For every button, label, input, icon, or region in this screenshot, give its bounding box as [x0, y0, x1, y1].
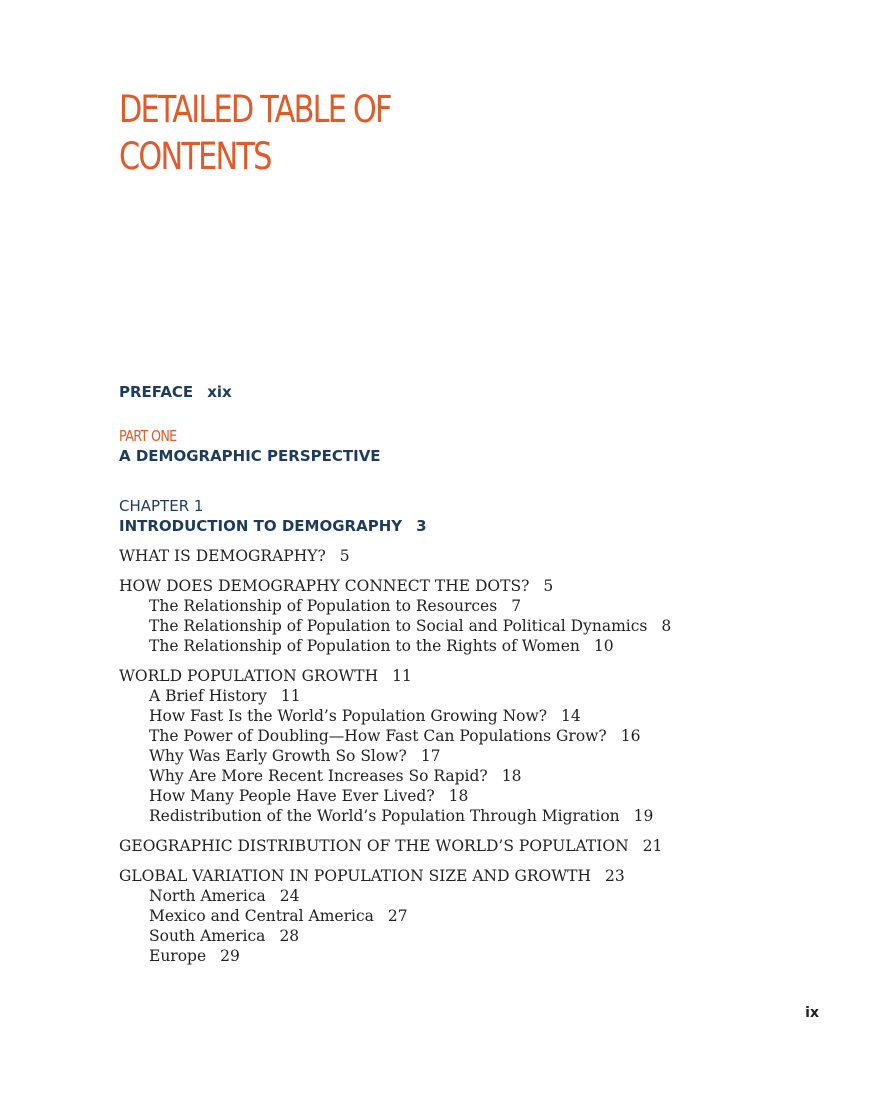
toc-subsection-page: 17	[420, 747, 441, 765]
toc-subsection-page: 11	[280, 687, 301, 705]
toc-subsection-title: South America	[149, 927, 266, 945]
toc-section-page: 23	[605, 867, 625, 885]
toc-section-block	[119, 666, 819, 826]
toc-subsection-entry[interactable]	[119, 616, 819, 636]
toc-subsection-entry[interactable]	[119, 686, 819, 706]
toc-subsection-title: Why Are More Recent Increases So Rapid?	[149, 767, 488, 785]
toc-subsection-page: 18	[448, 787, 469, 805]
part-title[interactable]: A DEMOGRAPHIC PERSPECTIVE	[119, 447, 381, 465]
toc-section-list	[119, 546, 819, 976]
toc-subsection-title: A Brief History	[149, 687, 267, 705]
toc-subsection-title: Mexico and Central America	[149, 907, 374, 925]
toc-section-page: 5	[339, 547, 350, 565]
toc-section-title: GLOBAL VARIATION IN POPULATION SIZE AND GROWTH	[119, 867, 591, 885]
toc-subsection-entry[interactable]	[119, 946, 819, 966]
toc-subsection-page: 19	[633, 807, 654, 825]
toc-section-page: 11	[392, 667, 412, 685]
toc-subsection-title: The Relationship of Population to Resources	[149, 597, 498, 615]
preface-label: PREFACE	[119, 383, 194, 401]
toc-subsection-page: 7	[511, 597, 522, 615]
toc-section-title: WHAT IS DEMOGRAPHY?	[119, 547, 326, 565]
toc-subsection-page: 8	[661, 617, 672, 635]
toc-subsection-entry[interactable]	[119, 886, 819, 906]
preface-page: xix	[207, 383, 232, 401]
title-line-2: CONTENTS	[119, 135, 271, 178]
toc-subsection-entry[interactable]	[119, 766, 819, 786]
toc-subsection-page: 10	[593, 637, 614, 655]
toc-subsection-entry[interactable]	[119, 636, 819, 656]
toc-subsection-page: 29	[220, 947, 240, 965]
toc-subsection-page: 24	[279, 887, 300, 905]
toc-subsection-page: 27	[387, 907, 408, 925]
toc-subsection-entry[interactable]	[119, 596, 819, 616]
toc-subsection-title: How Fast Is the World’s Population Growing Now?	[149, 707, 548, 725]
toc-subsection-title: Europe	[149, 947, 207, 965]
toc-subsection-entry[interactable]	[119, 926, 819, 946]
toc-subsection-entry[interactable]	[119, 746, 819, 766]
toc-section-page: 5	[543, 577, 554, 595]
toc-subsection-title: The Relationship of Population to Social and Political Dynamics	[149, 617, 648, 635]
title-line-1: DETAILED TABLE OF	[119, 88, 391, 131]
toc-section-page: 21	[642, 837, 663, 855]
chapter-title-text: INTRODUCTION TO DEMOGRAPHY	[119, 517, 403, 535]
toc-subsection-page: 28	[279, 927, 300, 945]
toc-section-block	[119, 576, 819, 656]
toc-subsection-entry[interactable]	[119, 726, 819, 746]
toc-subsection-title: Redistribution of the World’s Population Through Migration	[149, 807, 620, 825]
toc-section-entry[interactable]	[119, 666, 819, 686]
toc-section-block	[119, 866, 819, 966]
toc-section-title: WORLD POPULATION GROWTH	[119, 667, 379, 685]
toc-subsection-page: 16	[620, 727, 641, 745]
toc-section-title: HOW DOES DEMOGRAPHY CONNECT THE DOTS?	[119, 577, 530, 595]
toc-section-entry[interactable]	[119, 836, 819, 856]
toc-subsection-title: How Many People Have Ever Lived?	[149, 787, 435, 805]
toc-section-entry[interactable]	[119, 576, 819, 596]
page-title	[119, 86, 391, 180]
chapter-label: CHAPTER 1	[119, 497, 204, 515]
page-number: ix	[805, 1005, 819, 1021]
toc-subsection-title: The Relationship of Population to the Rights of Women	[149, 637, 580, 655]
part-label: PART ONE	[119, 427, 177, 445]
chapter-page: 3	[416, 517, 427, 535]
toc-subsection-title: North America	[149, 887, 266, 905]
toc-section-entry[interactable]	[119, 866, 819, 886]
toc-subsection-title: The Power of Doubling—How Fast Can Populations Grow?	[149, 727, 607, 745]
toc-subsection-entry[interactable]	[119, 786, 819, 806]
toc-section-block	[119, 836, 819, 856]
toc-preface[interactable]	[119, 383, 232, 401]
toc-subsection-entry[interactable]	[119, 706, 819, 726]
chapter-title[interactable]	[119, 517, 427, 535]
toc-section-block	[119, 546, 819, 566]
toc-subsection-page: 14	[561, 707, 581, 725]
toc-section-entry[interactable]	[119, 546, 819, 566]
toc-section-title: GEOGRAPHIC DISTRIBUTION OF THE WORLD’S POPULATION	[119, 837, 629, 855]
toc-subsection-entry[interactable]	[119, 806, 819, 826]
toc-subsection-title: Why Was Early Growth So Slow?	[149, 747, 407, 765]
toc-subsection-page: 18	[501, 767, 522, 785]
toc-subsection-entry[interactable]	[119, 906, 819, 926]
